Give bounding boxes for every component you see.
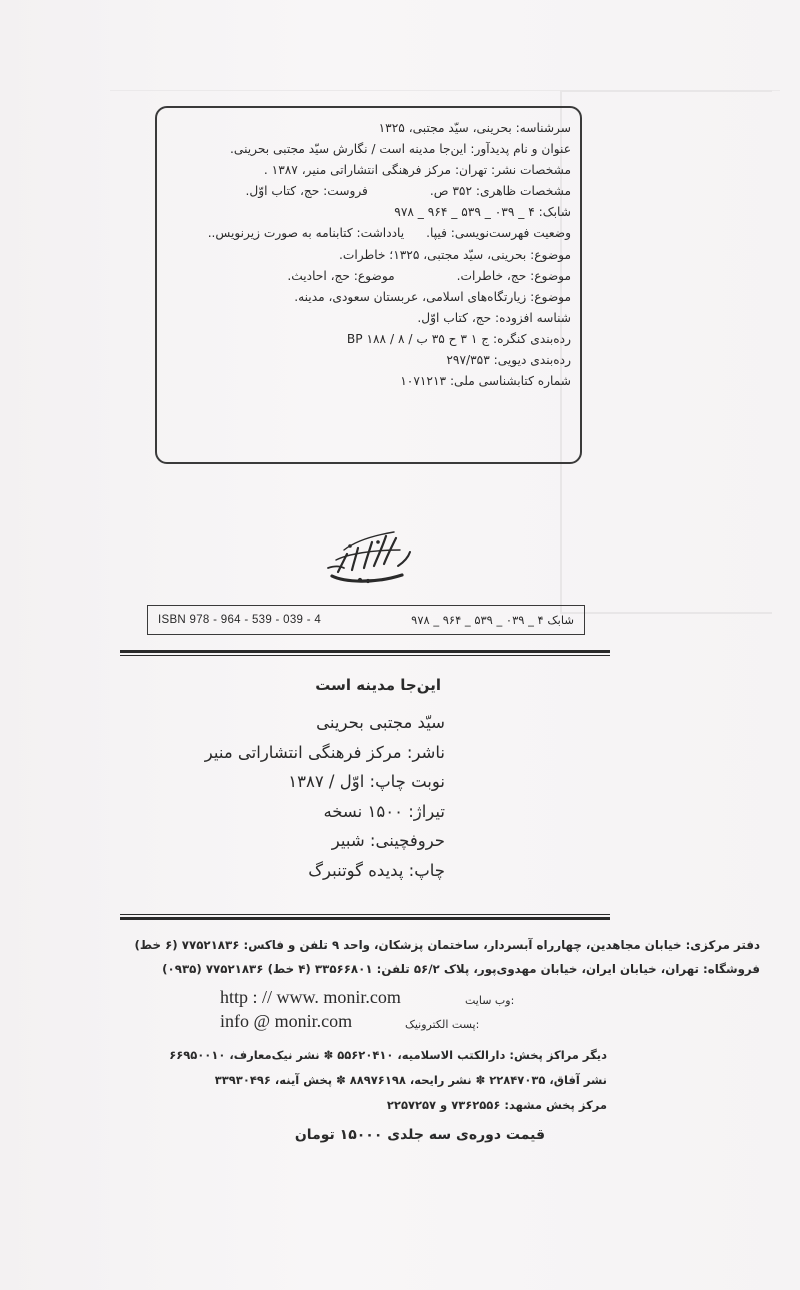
cip-dewey: رده‌بندی دیویی: ۲۹۷/۳۵۳ <box>446 353 571 368</box>
printing-line: چاپ: پدیده گوتنبرگ <box>308 860 445 880</box>
website-label: وب سایت: <box>465 994 515 1007</box>
isbn-box <box>147 605 585 635</box>
edition-line: نوبت چاپ: اوّل / ۱۳۸۷ <box>288 772 445 791</box>
distribution-line-3: مرکز پخش مشهد: ۷۳۶۲۵۵۶ و ۲۲۵۷۲۵۷ <box>386 1098 607 1112</box>
cip-isbn: شابک: ۴ _ ۰۳۹ _ ۵۳۹ _ ۹۶۴ _ ۹۷۸ <box>394 205 571 220</box>
publisher-logo <box>314 520 422 590</box>
distribution-line-2: نشر آفاق، ۲۲۸۴۷۰۳۵ ✽ نشر رایحه، ۸۸۹۷۶۱۹۸ ✽ پخش آینه، ۳۳۹۳۰۴۹۶ <box>214 1073 607 1087</box>
cip-subject-3: موضوع: حج، احادیث. <box>287 268 395 283</box>
isbn-latin: ISBN 978 - 964 - 539 - 039 - 4 <box>158 614 322 626</box>
website-link[interactable]: http : // www. monir.com <box>220 987 401 1007</box>
book-title: این‌جا مدینه است <box>315 676 441 694</box>
cip-physical: مشخصات ظاهری: ۳۵۲ ص. <box>429 184 571 199</box>
cip-subject-2: موضوع: حج، خاطرات. <box>456 268 571 283</box>
email-link[interactable]: info @ monir.com <box>220 1011 353 1031</box>
divider-thin-line <box>120 655 610 656</box>
price-line: قیمت دوره‌ی سه جلدی ۱۵۰۰۰ تومان <box>294 1127 545 1143</box>
author-line: سیّد مجتبی بحرینی <box>316 713 445 732</box>
cip-lc-class: رده‌بندی کنگره: ج ۱ ۳ ح ۳۵ ب / ۸ / ۱۸۸ BP <box>346 331 571 346</box>
divider-thick-line <box>120 650 610 653</box>
cip-note: یادداشت: کتابنامه به صورت زیرنویس.. <box>207 226 405 241</box>
cip-main-entry: سرشناسه: بحرینی، سیّد مجتبی، ۱۳۲۵ <box>378 121 571 135</box>
divider-top <box>120 650 610 656</box>
office-address: دفتر مرکزی: خیابان مجاهدین، چهارراه آبسردار، ساختمان پزشکان، واحد ۹ تلفن و فاکس: ۷۷۵۲۱۸۳۶ (۶ خط) <box>134 938 760 952</box>
cip-status-row <box>165 223 571 244</box>
cip-publication: مشخصات نشر: تهران: مرکز فرهنگی انتشاراتی منیر، ۱۳۸۷ . <box>263 163 571 178</box>
cataloging-box <box>155 106 582 464</box>
distribution-line-1: دیگر مراکز پخش: دارالکتب الاسلامیه، ۵۵۶۲۰۴۱۰ ✽ نشر نیک‌معارف، ۶۶۹۵۰۰۱۰ <box>169 1048 607 1062</box>
cip-series: فروست: حج، کتاب اوّل. <box>245 184 368 199</box>
cip-added-entry: شناسه افزوده: حج، کتاب اوّل. <box>417 310 571 325</box>
store-address: فروشگاه: تهران، خیابان ایران، خیابان مهدوی‌پور، پلاک ۵۶/۲ تلفن: ۳۳۵۶۶۸۰۱ (۴ خط) ۷۷۵۲۱۸۳۶ (۰۹۳۵) <box>162 962 760 976</box>
divider-bottom <box>120 914 610 920</box>
copies-line: تیراژ: ۱۵۰۰ نسخه <box>323 801 445 821</box>
cip-national-number: شماره کتابشناسی ملی: ۱۰۷۱۲۱۳ <box>400 374 571 389</box>
cip-title: عنوان و نام پدیدآور: این‌جا مدینه است / نگارش سیّد مجتبی بحرینی. <box>230 142 571 157</box>
cip-subject-1: موضوع: بحرینی، سیّد مجتبی، ۱۳۲۵؛ خاطرات. <box>339 247 571 262</box>
bleed-through-frame <box>560 90 772 614</box>
colophon <box>205 676 445 885</box>
divider-thick-line <box>120 917 610 920</box>
publisher-line: ناشر: مرکز فرهنگی انتشاراتی منیر <box>204 742 445 762</box>
email-label: پست الکترونیک: <box>405 1018 480 1031</box>
cip-subject-4: موضوع: زیارتگاه‌های اسلامی، عربستان سعودی، مدینه. <box>294 289 571 304</box>
cip-status: وضعیت فهرست‌نویسی: فیپا. <box>426 226 571 241</box>
isbn-farsi: شابک ۴ _ ۰۳۹ _ ۵۳۹ _ ۹۶۴ _ ۹۷۸ <box>411 613 574 627</box>
typesetting-line: حروفچینی: شبیر <box>331 831 445 850</box>
cip-physical-row <box>165 181 571 202</box>
divider-thin-line <box>120 914 610 915</box>
cip-subject-row <box>165 266 571 287</box>
